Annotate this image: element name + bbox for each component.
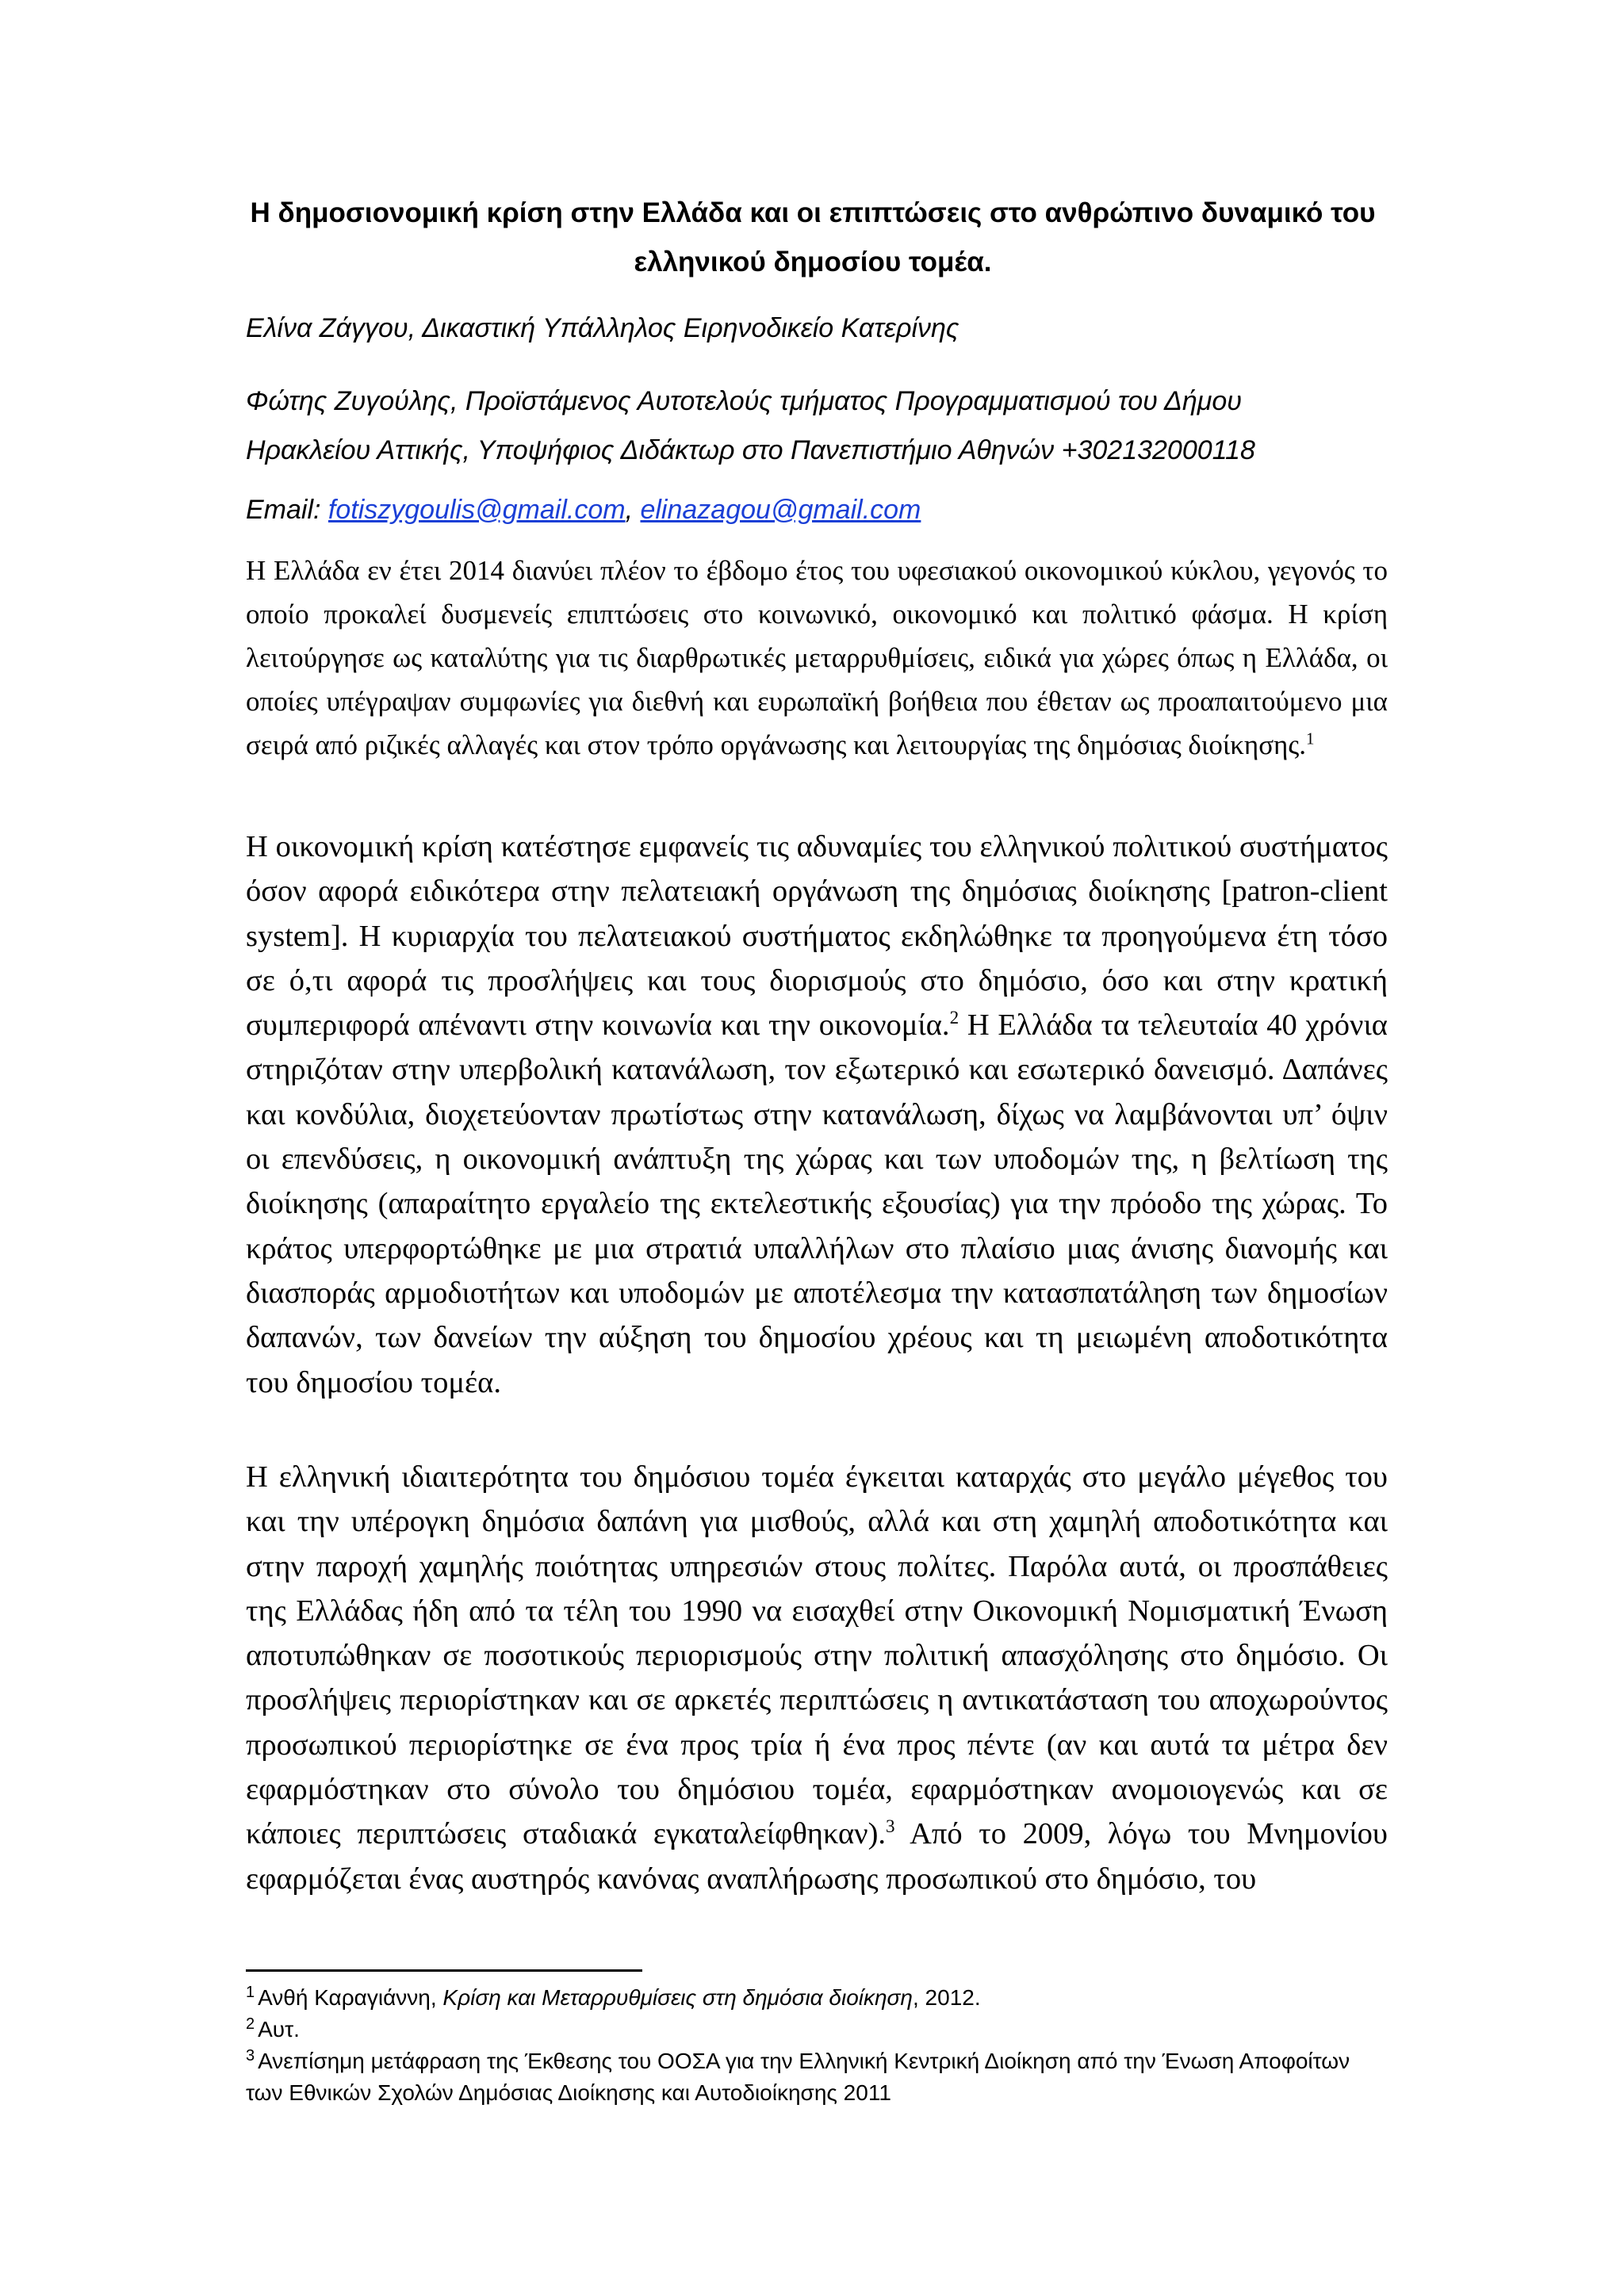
email-label: Email: — [246, 495, 321, 525]
author-1-affiliation: Ελίνα Ζάγγου, Δικαστική Υπάλληλος Ειρηνοδικείο Κατερίνης — [246, 313, 959, 343]
email-link-2[interactable]: elinazagou@gmail.com — [640, 495, 921, 525]
email-link-1[interactable]: fotiszygoulis@gmail.com — [327, 495, 626, 525]
document-title: Η δημοσιονομική κρίση στην Ελλάδα και οι επιπτώσεις στο ανθρώπινο δυναμικό του ελληνικού δημοσίου τομέα. — [250, 197, 1376, 277]
paragraph-2-text-b: Η Ελλάδα τα τελευταία 40 χρόνια στηριζόταν στην υπερβολική κατανάλωση, τον εξωτερικό και εσωτερικό δανεισμό. Δαπάνες και κονδύλια, διοχετεύονταν πρωτίστως στην κατανάλωση, δίχως να λαμβάνονται υπ’ όψιν οι επενδύσεις, η οικονομική ανάπτυξη της χώρας και των υποδομών της, η βελτίωση της διοίκησης (απαραίτητο εργαλείο της εκτελεστικής εξουσίας) για την πρόοδο της χώρας. Το κράτος υπερφορτώθηκε με μια στρατιά υπαλλήλων στο πλαίσιο μιας άνισης διανομής και διασποράς αρμοδιοτήτων και υποδομών με αποτέλεσμα την κατασπατάληση των δημοσίων δαπανών, των δανείων την αύξηση του δημοσίου χρέους και τη μειωμένη αποδοτικότητα του δημοσίου τομέα. — [246, 1008, 1388, 1399]
contact-emails — [246, 485, 1388, 534]
footnote-1-work-title: Κρίση και Μεταρρυθμίσεις στη δημόσια διοίκηση — [442, 1985, 913, 2010]
footnote-3 — [246, 2045, 1388, 2109]
footnote-2 — [246, 2014, 1388, 2045]
footnote-number: 3 — [246, 2046, 255, 2064]
paragraph-1-text: Η Ελλάδα εν έτει 2014 διανύει πλέον το έβδομο έτος του υφεσιακού οικονομικού κύκλου, γεγονός το οποίο προκαλεί δυσμενείς επιπτώσεις στο κοινωνικό, οικονομικό και πολιτικό φάσμα. Η κρίση λειτούργησε ως καταλύτης για τις διαρθρωτικές μεταρρυθμίσεις, ειδικά για χώρες όπως η Ελλάδα, οι οποίες υπέγραψαν συμφωνίες για διεθνή και ευρωπαϊκή βοήθεια που έθεταν ως προαπαιτούμενο μια σειρά από ριζικές αλλαγές και στον τρόπο οργάνωσης και λειτουργίας της δημόσιας διοίκησης. — [246, 555, 1388, 760]
footnote-number: 2 — [246, 2015, 255, 2033]
author-2-affiliation — [246, 377, 1388, 475]
footnote-number: 1 — [246, 1983, 255, 2001]
email-separator: , — [625, 495, 634, 525]
footnotes-section — [246, 1982, 1388, 2109]
footnote-2-text: Αυτ. — [258, 2017, 300, 2042]
paragraph-3-text-a: Η ελληνική ιδιαιτερότητα του δημόσιου τομέα έγκειται καταρχάς στο μεγάλο μέγεθος του και την υπέρογκη δημόσια δαπάνη για μισθούς, αλλά και στη χαμηλή αποδοτικότητα και στην παροχή χαμηλής ποιότητας υπηρεσιών στους πολίτες. Παρόλα αυτά, οι προσπάθειες της Ελλάδας ήδη από τα τέλη του 1990 να εισαχθεί στην Οικονομική Νομισματική Ένωση αποτυπώθηκαν σε ποσοτικούς περιορισμούς στην πολιτική απασχόλησης στο δημόσιο. Οι προσλήψεις περιορίστηκαν και σε αρκετές περιπτώσεις η αντικατάσταση του αποχωρούντος προσωπικού περιορίστηκε σε ένα προς τρία ή ένα προς πέντε (αν και αυτά τα μέτρα δεν εφαρμόστηκαν στο σύνολο του δημόσιου τομέα, εφαρμόστηκαν ανομοιογενώς και σε κάποιες περιπτώσεις σταδιακά εγκαταλείφθηκαν). — [246, 1460, 1388, 1851]
author-2-line-2: Ηρακλείου Αττικής, Υποψήφιος Διδάκτωρ στο Πανεπιστήμιο Αθηνών +302132000118 — [246, 435, 1255, 465]
paragraph-2-text-a: Η οικονομική κρίση κατέστησε εμφανείς τις αδυναμίες του ελληνικού πολιτικού συστήματος όσον αφορά ειδικότερα στην πελατειακή οργάνωση της δημόσιας διοίκησης [patron-client system]. Η κυριαρχία του πελατειακού συστήματος εκδηλώθηκε τα προηγούμενα έτη τόσο σε ό,τι αφορά τις προσλήψεις και τους διορισμούς στο δημόσιο, όσο και στην κρατική συμπεριφορά απέναντι στην κοινωνία και την οικονομία. — [246, 830, 1388, 1043]
footnote-1 — [246, 1982, 1388, 2014]
footnote-1-author: Ανθή Καραγιάννη, — [258, 1985, 443, 2010]
footnote-ref-3[interactable]: 3 — [886, 1816, 895, 1837]
body-paragraph-1 — [246, 549, 1388, 767]
body-paragraph-3 — [246, 1455, 1388, 1901]
footnote-separator — [246, 1969, 642, 1972]
footnote-ref-1[interactable]: 1 — [1305, 729, 1315, 748]
footnote-ref-2[interactable]: 2 — [949, 1007, 959, 1028]
author-2-line-1: Φώτης Ζυγούλης, Προϊστάμενος Αυτοτελούς τμήματος Προγραμματισμού του Δήμου — [246, 386, 1242, 416]
paragraph-3-text-b: Από το 2009, λόγω του Μνημονίου εφαρμόζεται ένας αυστηρός κανόνας αναπλήρωσης προσωπικού στο δημόσιο, του — [246, 1817, 1388, 1896]
footnote-1-year: , 2012. — [912, 1985, 981, 2010]
body-paragraph-2 — [246, 825, 1388, 1405]
footnote-3-text: Ανεπίσημη μετάφραση της Έκθεσης του ΟΟΣΑ για την Ελληνική Κεντρική Διοίκηση από την Ένωση Αποφοίτων των Εθνικών Σχολών Δημόσιας Διοίκησης και Αυτοδιοίκησης 2011 — [246, 2049, 1350, 2105]
